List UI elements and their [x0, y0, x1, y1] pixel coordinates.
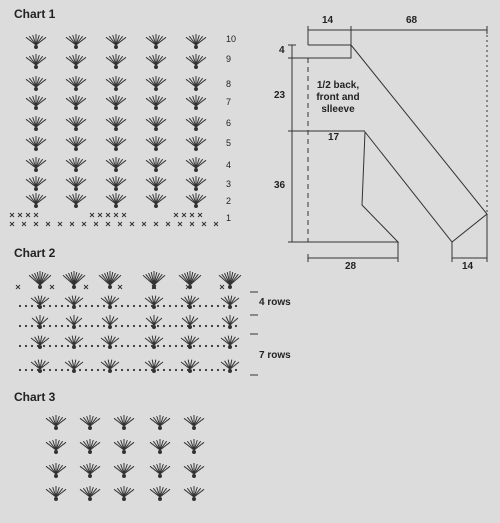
row-number: 10 [226, 34, 237, 44]
dim-14-bottom: 14 [462, 261, 474, 272]
row-number: 5 [226, 138, 232, 148]
piece-label-line-3: slleeve [321, 104, 355, 115]
chart-2-title: Chart 2 [14, 246, 56, 260]
schematic-piece-label [308, 80, 368, 116]
schematic-outline [308, 45, 487, 242]
row-number: 2 [226, 196, 232, 206]
schematic-neck-piece [308, 45, 351, 58]
row-number: 4 [226, 160, 232, 170]
dim-4: 4 [279, 45, 285, 56]
piece-label-line-1: 1/2 back, [316, 80, 360, 91]
dim-68-top: 68 [406, 15, 418, 26]
dim-36: 36 [274, 180, 286, 191]
chart-2-rows-4-label: 4 rows [259, 297, 291, 308]
row-number: 3 [226, 179, 232, 189]
chart-3-title: Chart 3 [14, 390, 56, 404]
chart-2-rows-7-label: 7 rows [259, 350, 291, 361]
row-number: 1 [226, 213, 232, 223]
dim-28: 28 [345, 261, 357, 272]
dim-17: 17 [328, 132, 340, 143]
row-number: 8 [226, 79, 232, 89]
dim-14-top: 14 [322, 15, 334, 26]
dim-23: 23 [274, 90, 286, 101]
row-number: 9 [226, 54, 232, 64]
row-number: 6 [226, 118, 232, 128]
chart-1-title: Chart 1 [14, 7, 56, 21]
piece-label-line-2: front and [316, 92, 360, 103]
row-number: 7 [226, 97, 232, 107]
